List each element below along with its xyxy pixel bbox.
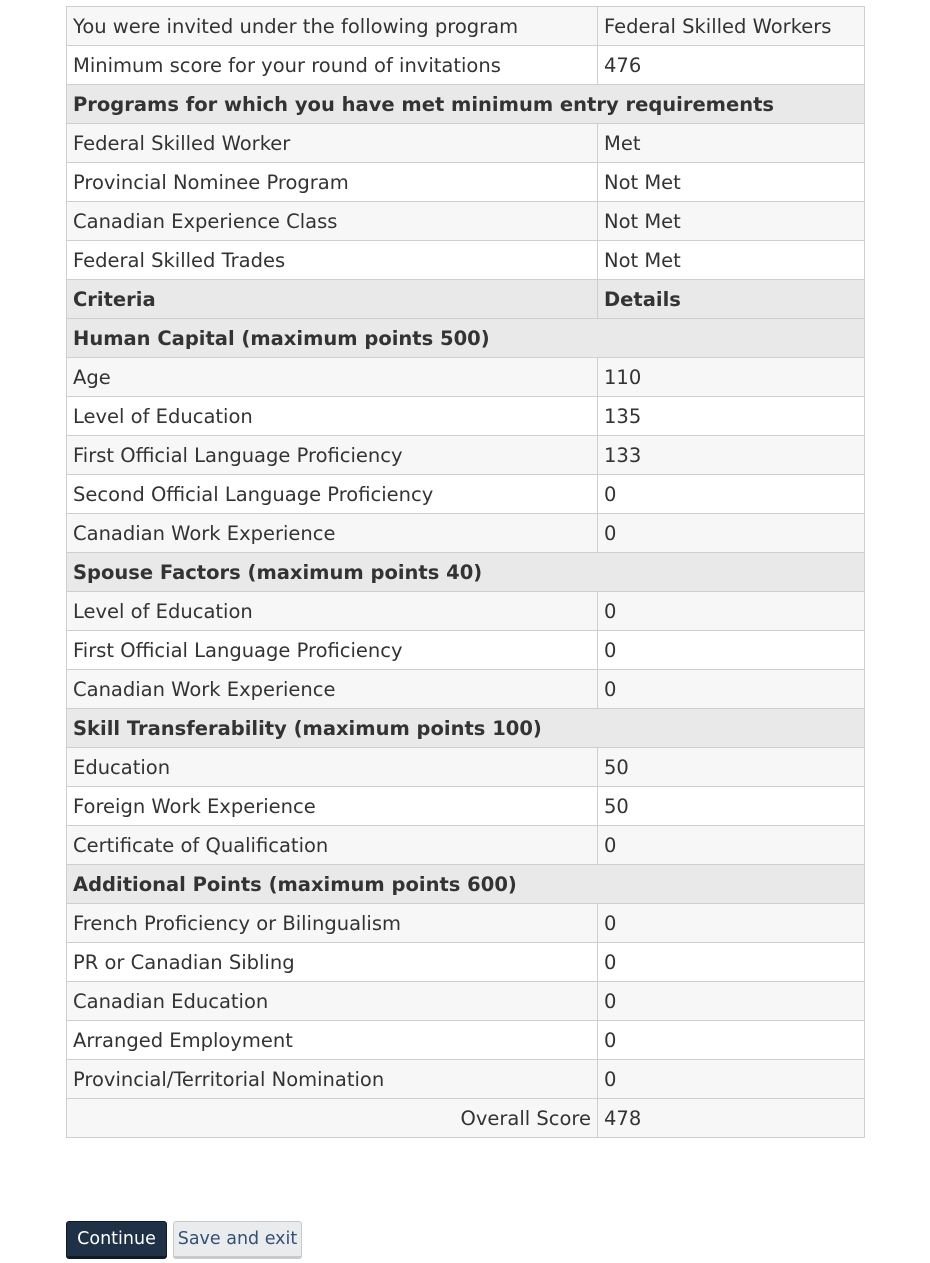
criteria-value: 0: [598, 826, 865, 865]
table-row: [67, 748, 865, 787]
criteria-label: Age: [67, 358, 598, 397]
criteria-value: 0: [598, 631, 865, 670]
overall-score-label: Overall Score: [67, 1099, 598, 1138]
table-row: [67, 241, 865, 280]
criteria-label: First Official Language Proficiency: [67, 436, 598, 475]
table-row: [67, 904, 865, 943]
table-row: [67, 475, 865, 514]
table-row: [67, 631, 865, 670]
table-row: [67, 7, 865, 46]
section-heading: Human Capital (maximum points 500): [67, 319, 865, 358]
criteria-label: First Official Language Proficiency: [67, 631, 598, 670]
criteria-value: 0: [598, 592, 865, 631]
criteria-value: 110: [598, 358, 865, 397]
table-row: [67, 397, 865, 436]
criteria-value: Not Met: [598, 241, 865, 280]
column-heading-row: [67, 280, 865, 319]
criteria-value: Not Met: [598, 202, 865, 241]
criteria-value: 0: [598, 982, 865, 1021]
criteria-value: Not Met: [598, 163, 865, 202]
criteria-value: 0: [598, 1021, 865, 1060]
criteria-label: Level of Education: [67, 397, 598, 436]
section-heading-row: [67, 865, 865, 904]
criteria-label: Certificate of Qualification: [67, 826, 598, 865]
table-row: [67, 670, 865, 709]
table-row: [67, 943, 865, 982]
section-heading-row: [67, 85, 865, 124]
section-heading: Skill Transferability (maximum points 100): [67, 709, 865, 748]
criteria-label: Foreign Work Experience: [67, 787, 598, 826]
table-row: [67, 787, 865, 826]
column-heading-details: Details: [598, 280, 865, 319]
criteria-value: 476: [598, 46, 865, 85]
section-heading: Programs for which you have met minimum entry requirements: [67, 85, 865, 124]
save-and-exit-button[interactable]: Save and exit: [173, 1221, 302, 1259]
criteria-label: Canadian Work Experience: [67, 670, 598, 709]
criteria-label: Arranged Employment: [67, 1021, 598, 1060]
table-row: [67, 202, 865, 241]
table-row: [67, 163, 865, 202]
criteria-label: Provincial Nominee Program: [67, 163, 598, 202]
criteria-label: French Proficiency or Bilingualism: [67, 904, 598, 943]
criteria-label: Provincial/Territorial Nomination: [67, 1060, 598, 1099]
criteria-value: Federal Skilled Workers: [598, 7, 865, 46]
table-row: [67, 46, 865, 85]
table-row: [67, 1021, 865, 1060]
table-row: [67, 514, 865, 553]
criteria-value: Met: [598, 124, 865, 163]
table-row: [67, 436, 865, 475]
continue-button[interactable]: Continue: [66, 1221, 167, 1259]
criteria-value: 0: [598, 943, 865, 982]
criteria-label: Minimum score for your round of invitations: [67, 46, 598, 85]
section-heading-row: [67, 709, 865, 748]
table-row: [67, 358, 865, 397]
criteria-label: Second Official Language Proficiency: [67, 475, 598, 514]
overall-score-value: 478: [598, 1099, 865, 1138]
section-heading: Additional Points (maximum points 600): [67, 865, 865, 904]
criteria-label: You were invited under the following program: [67, 7, 598, 46]
score-table-body: [67, 7, 865, 1138]
criteria-value: 0: [598, 670, 865, 709]
criteria-label: Canadian Work Experience: [67, 514, 598, 553]
table-row: [67, 826, 865, 865]
table-row: [67, 1060, 865, 1099]
criteria-label: Canadian Education: [67, 982, 598, 1021]
criteria-label: Level of Education: [67, 592, 598, 631]
criteria-value: 0: [598, 904, 865, 943]
criteria-value: 0: [598, 514, 865, 553]
criteria-value: 135: [598, 397, 865, 436]
score-breakdown-table: [66, 6, 865, 1138]
criteria-label: PR or Canadian Sibling: [67, 943, 598, 982]
criteria-label: Federal Skilled Trades: [67, 241, 598, 280]
criteria-value: 0: [598, 1060, 865, 1099]
table-row: [67, 982, 865, 1021]
criteria-value: 50: [598, 787, 865, 826]
criteria-value: 133: [598, 436, 865, 475]
criteria-label: Federal Skilled Worker: [67, 124, 598, 163]
overall-score-row: [67, 1099, 865, 1138]
section-heading-row: [67, 319, 865, 358]
criteria-label: Canadian Experience Class: [67, 202, 598, 241]
criteria-value: 0: [598, 475, 865, 514]
column-heading-criteria: Criteria: [67, 280, 598, 319]
criteria-value: 50: [598, 748, 865, 787]
criteria-label: Education: [67, 748, 598, 787]
table-row: [67, 124, 865, 163]
table-row: [67, 592, 865, 631]
section-heading-row: [67, 553, 865, 592]
section-heading: Spouse Factors (maximum points 40): [67, 553, 865, 592]
